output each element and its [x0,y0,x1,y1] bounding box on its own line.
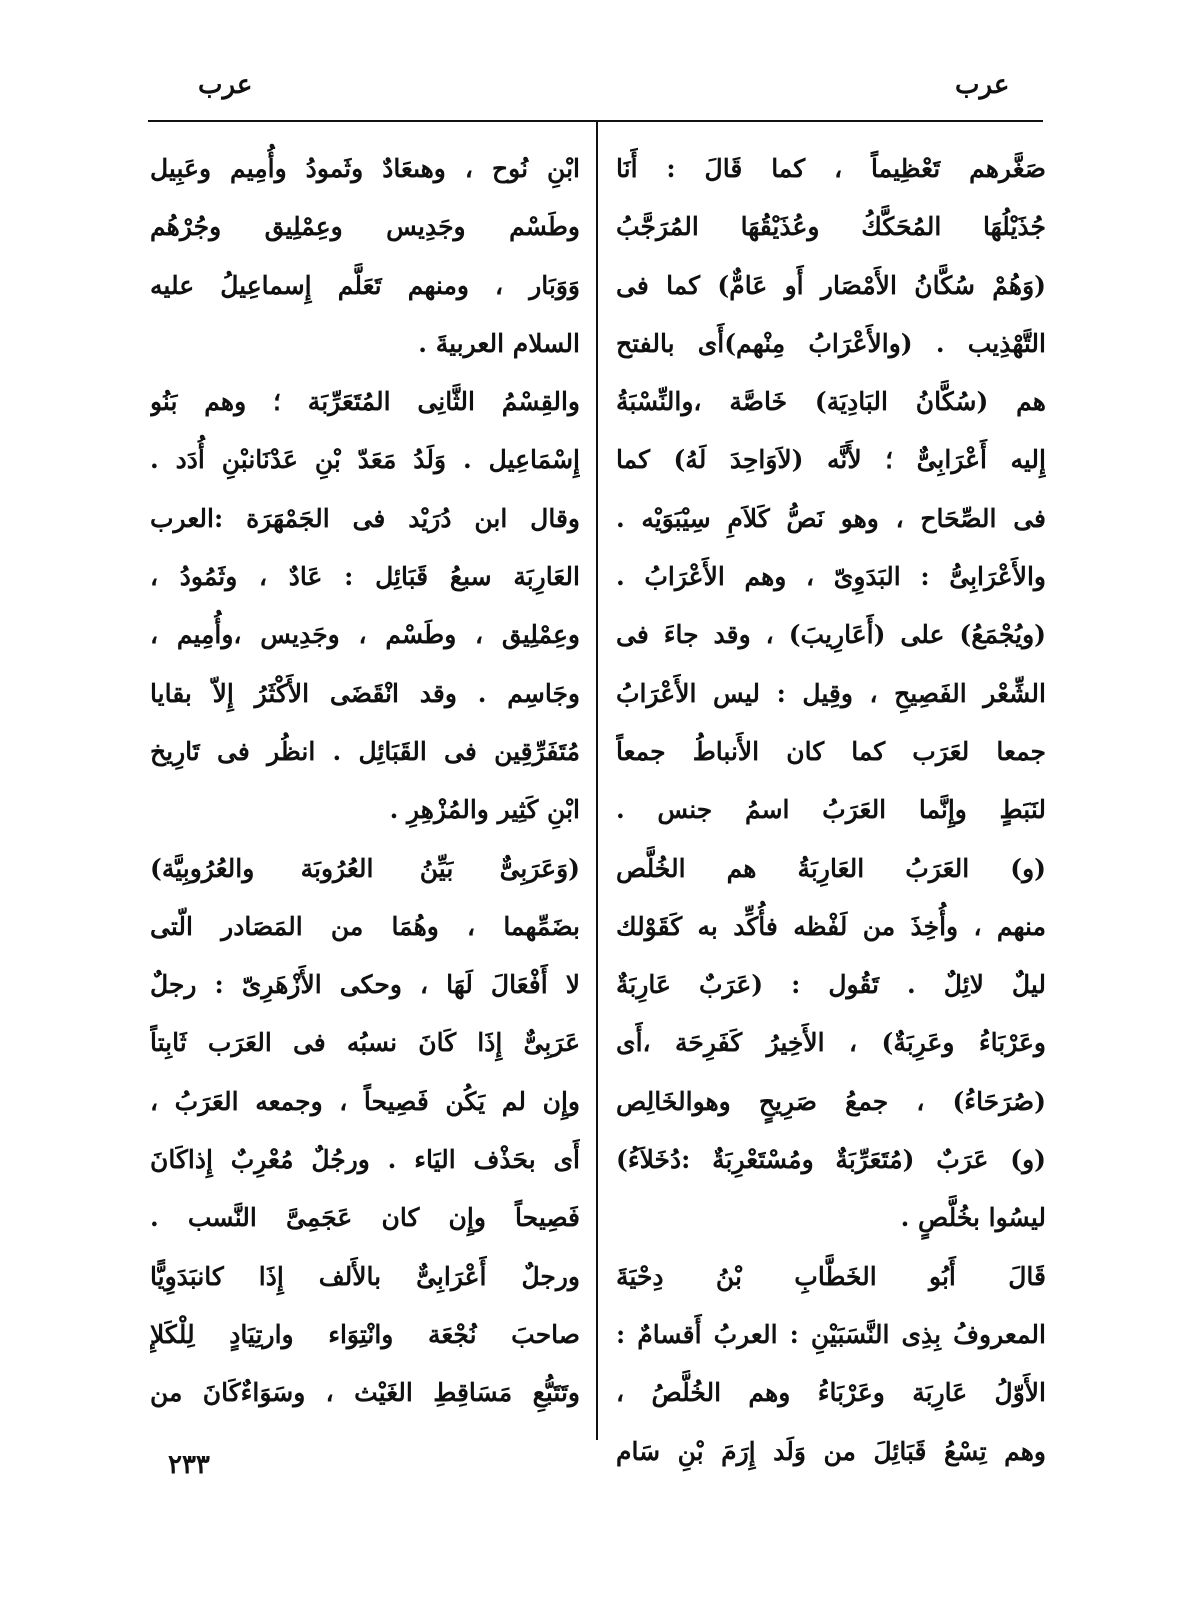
text-line: منهم ، وأُخِذَ من لَفْظه فأُكِّد به كَقَوْلك [616,911,1046,941]
text-line: لا أَفْعَالَ لَهَا ، وحكى الأَزْهَرِىّ : رجلٌ [150,970,580,1000]
text-line: جمعا لعَرَب كما كان الأَنباطُ جمعاً [616,736,1046,766]
text-line: وإِن لم يَكُن فَصِيحاً ، وجمعه العَرَبُ ، [150,1086,580,1116]
column-divider [596,122,598,1440]
text-line: (وَعَرَبِىٌّ بَيِّنُ العُرُوبَة والعُرُوبِيَّة) [150,853,580,883]
text-line: عَرَبِىٌّ إِذَا كَانَ نسبُه فى العَرَب ثَابِتاً [150,1028,580,1058]
text-line: فى الصِّحَاح ، وهو نَصُّ كَلاَمِ سِيْبَوَيْه . [616,503,1046,533]
text-line: وجَاسِم . وقد انْقَضَى الأَكْثَرُ إِلاّ بقايا [150,678,580,708]
text-line: ابْنِ نُوح ، وهىعَادٌ وثَمودُ وأُمِيم وعَبِيل [150,154,580,183]
text-line: ورجلٌ أَعْرَابِىٌّ بالأَلف إِذَا كانبَدَوِيًّا [150,1261,580,1291]
text-line: (ويُجْمَعُ) على (أَعَارِيبَ) ، وقد جاءَ فى [616,620,1046,650]
text-line: (وَهُمْ سُكَّانُ الأَمْصَار أَو عَامٌّ) كما فى [616,270,1046,300]
text-line: جُذَيْلُهَا المُحَكَّكُ وعُذَيْقُهَا المُرَجَّبُ [616,212,1046,242]
text-line: لنَبَطٍ وإِنَّما العَرَبُ اسمُ جنس . [616,795,1046,825]
text-line: صاحبَ نُجْعَة وانْتِوَاء وارتِيَادٍ لِلْكَلإِ [150,1319,580,1349]
text-line: (و) العَرَبُ العَارِبَةُ هم الخُلَّص [616,853,1046,883]
left-text-column [150,140,580,1423]
text-line: (صُرَحَاءُ) ، جمعُ صَرِيحٍ وهوالخَالِص [616,1086,1046,1116]
text-line: التَّهْذِيب . (والأَعْرَابُ مِنْهم)أَى بالفتح [616,328,1046,358]
text-line: ليلٌ لائِلٌ . تَقُول : (عَرَبٌ عَارِبَةٌ [616,970,1046,1000]
text-line: العَارِبَة سبعُ قَبَائِل : عَادٌ ، وثَمُودُ ، [150,562,580,592]
text-line: ابْنِ كَثِير والمُزْهِرِ . [389,795,580,825]
text-line: والقِسْمُ الثَّانِى المُتَعَرِّبَة ؛ وهم بَنُو [150,387,580,417]
text-line: وهم تِسْعُ قَبَائِلَ من وَلَد إِرَمَ بْنِ سَام [616,1436,1046,1466]
text-line: وقال ابن دُرَيْد فى الجَمْهَرَة :العرب [150,503,580,533]
page-number: ٢٣٣ [168,1450,210,1480]
right-text-column [616,140,1046,1481]
text-line: والأَعْرَابِىُّ : البَدَوِىّ ، وهم الأَعْرَابُ . [616,562,1046,592]
text-line: إِسْمَاعِيل . وَلَدُ مَعَدّ بْنِ عَدْنَانبْنِ أُدَد . [150,445,580,475]
text-line: قَالَ أَبُو الخَطَّابِ بْنُ دِحْيَةَ [616,1261,1046,1291]
running-header-left: عرب [198,70,253,100]
text-line: وطَسْم وجَدِيس وعِمْلِيق وجُرْهُم [150,212,580,242]
text-line: الشِّعْر الفَصِيحِ ، وقِيل : ليس الأَعْرَابُ [616,678,1046,708]
text-line: صَغَّرهم تَعْظِيماً ، كما قَالَ : أَنَا [616,154,1046,183]
text-line: هم (سُكَّانُ البَادِيَة) خَاصَّة ،والنِّسْبَةُ [616,387,1046,417]
text-line: السلام العربيةَ . [418,328,580,358]
text-line: وَوَبَار ، ومنهم تَعَلَّم إِسماعِيلُ عليه [150,270,580,300]
text-line: (و) عَرَبٌ (مُتَعَرِّبَةٌ ومُسْتَعْرِبَةٌ :دُخَلاَءُ) [616,1145,1046,1175]
text-line: فَصِيحاً وإِن كان عَجَمِىَّ النَّسب . [150,1203,580,1233]
text-line: بضَمِّهما ، وهُمَا من المَصَادر الّتى [150,911,580,941]
text-line: إِليه أَعْرَابِىٌّ ؛ لأَنَّه (لاَوَاحِدَ لَهُ) كما [616,445,1046,475]
text-line: المعروفُ بِذِى النَّسَبَيْنِ : العربُ أَقسامٌ : [616,1319,1046,1349]
text-line: وعَرْبَاءُ وعَرِبَةٌ) ، الأَخِيرُ كَفَرِحَة ،أَى [616,1028,1046,1058]
text-line: مُتَفَرِّقِين فى القَبَائِل . انظُر فى تَارِيخ [150,736,580,766]
text-line: الأَوّلُ عَارِبَة وعَرْبَاءُ وهم الخُلَّصُ ، [616,1378,1046,1408]
text-line: وتَتَبُّعِ مَسَاقِطِ الغَيْث ، وسَوَاءٌكَانَ من [150,1378,580,1408]
text-line: ليسُوا بخُلَّصٍ . [900,1203,1046,1233]
text-line: أَى بحَذْف اليَاء . ورجُلٌ مُعْرِبٌ إِذاكَانَ [150,1145,580,1175]
text-line: وعِمْلِيق ، وطَسْم ، وجَدِيس ،وأُمِيم ، [150,620,580,650]
running-header-right: عرب [955,70,1010,100]
